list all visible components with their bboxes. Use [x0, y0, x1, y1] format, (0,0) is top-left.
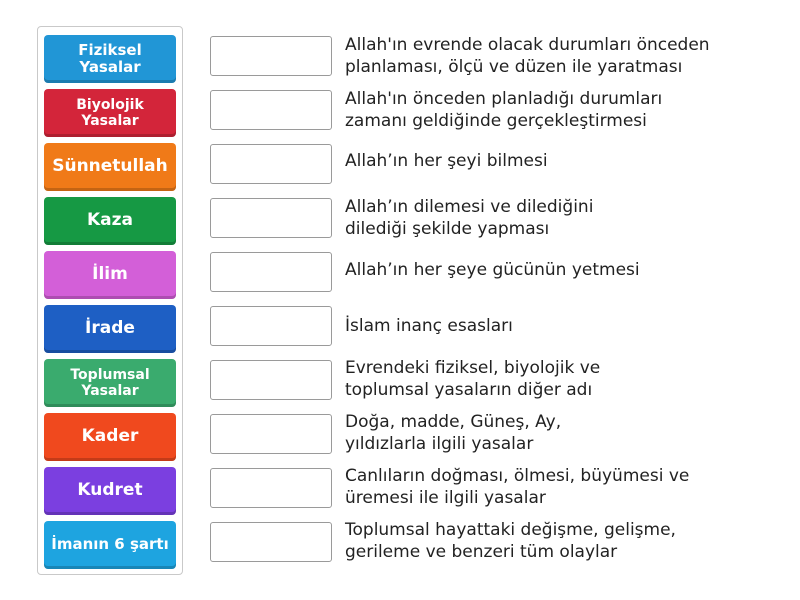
- description-5: Allah’ın her şeye gücünün yetmesi: [345, 260, 640, 280]
- description-4: Allah’ın dilemesi ve dilediğini dilediği şekilde yapması: [345, 197, 594, 239]
- tile-irade[interactable]: İrade: [44, 305, 176, 353]
- drop-box-3[interactable]: [210, 144, 332, 184]
- tile-biyolojik-yasalar[interactable]: Biyolojik Yasalar: [44, 89, 176, 137]
- description-7: Evrendeki fiziksel, biyolojik ve toplumsal yasaların diğer adı: [345, 358, 601, 400]
- tile-kudret[interactable]: Kudret: [44, 467, 176, 515]
- drop-box-8[interactable]: [210, 414, 332, 454]
- drop-box-6[interactable]: [210, 306, 332, 346]
- tile-fiziksel-yasalar[interactable]: Fiziksel Yasalar: [44, 35, 176, 83]
- tile-ilim[interactable]: İlim: [44, 251, 176, 299]
- description-6: İslam inanç esasları: [345, 316, 513, 336]
- description-3: Allah’ın her şeyi bilmesi: [345, 151, 548, 171]
- tile-panel: [37, 26, 183, 575]
- drop-box-10[interactable]: [210, 522, 332, 562]
- description-8: Doğa, madde, Güneş, Ay, yıldızlarla ilgili yasalar: [345, 412, 562, 454]
- tile-kader[interactable]: Kader: [44, 413, 176, 461]
- tile-kaza[interactable]: Kaza: [44, 197, 176, 245]
- drop-box-4[interactable]: [210, 198, 332, 238]
- tile-imanin-6-sarti[interactable]: İmanın 6 şartı: [44, 521, 176, 569]
- description-1: Allah'ın evrende olacak durumları önceden planlaması, ölçü ve düzen ile yaratması: [345, 35, 710, 77]
- drop-box-9[interactable]: [210, 468, 332, 508]
- tile-toplumsal-yasalar[interactable]: Toplumsal Yasalar: [44, 359, 176, 407]
- drop-box-1[interactable]: [210, 36, 332, 76]
- description-2: Allah'ın önceden planladığı durumları zamanı geldiğinde gerçekleştirmesi: [345, 89, 663, 131]
- drop-box-2[interactable]: [210, 90, 332, 130]
- drop-box-7[interactable]: [210, 360, 332, 400]
- drop-box-5[interactable]: [210, 252, 332, 292]
- description-10: Toplumsal hayattaki değişme, gelişme, gerileme ve benzeri tüm olaylar: [345, 520, 676, 562]
- tile-sunnetullah[interactable]: Sünnetullah: [44, 143, 176, 191]
- description-9: Canlıların doğması, ölmesi, büyümesi ve üremesi ile ilgili yasalar: [345, 466, 690, 508]
